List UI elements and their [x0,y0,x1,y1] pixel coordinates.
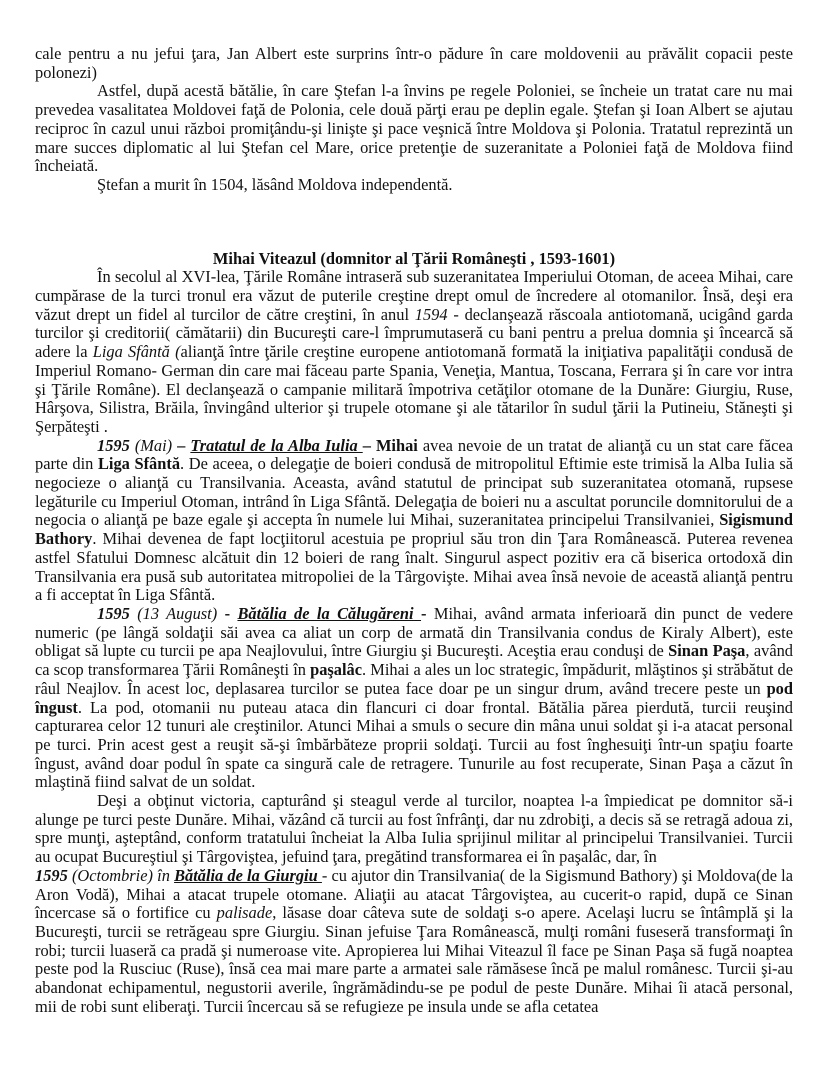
text-run: Bătălia de la Călugăreni [237,603,422,623]
text-run: - [224,603,238,623]
text-run: Sigismund Bathory [35,510,793,549]
text-run: (Octombrie) în [71,865,175,885]
paragraph [35,45,793,82]
text-run: Astfel, după acestă bătălie, în care Ştefan l-a învins pe regele Poloniei, se încheie un tratat care nu mai prevedea vasalitatea Moldovei faţă de Polonia, cele două părţi erau pe deplin egale. Ştefan şi Ioan Albert se ajutau reciproc în cazul unui război promiţându-şi linişte şi pace veşnică între Moldova şi Polonia. Tratatul reprezintă un mare succes diplomatic al lui Ştefan cel Mare, orice pretenţie de suzeranitate a Poloniei faţă de Moldova fiind încheiată. [35,81,793,176]
text-run: Liga Sfântă [97,454,181,474]
text-run: Ştefan a murit în 1504, lăsând Moldova independentă. [97,174,453,194]
paragraph [35,605,793,792]
text-run: , având ca scop transformarea Ţării Româneşti în [35,641,793,680]
text-run: Mihai [375,435,418,455]
section-heading [35,250,793,269]
paragraph [35,176,793,195]
text-run: palisade [216,903,273,923]
paragraph [35,268,793,436]
paragraph [35,82,793,176]
text-run: Deşi a obţinut victoria, capturând şi steagul verde al turcilor, noaptea l-a împiedicat pe domnitor să-i alunge pe turci peste Dunăre. Mihai, văzând că turcii au fost înfrânţi, dar nu zdrobiţi, a decis să se retragă adoua zi, spre munţi, aşteptând, conform tratatului încheiat la Alba Iulia sprijinul militar al principelui Transilvaniei. Turcii au ocupat Bucureştiul şi Târgoviştea, jefuind ţara, pregătind transformarea ei în paşalâc, dar, în [35,791,793,867]
text-run: – [362,435,376,455]
text-run: – [177,435,191,455]
text-run: (Mai) [134,435,178,455]
text-run: (13 August) [137,603,225,623]
text-run: - [421,603,434,623]
text-run: , lăsase doar câteva sute de soldaţi s-o apere. Acelaşi lucru se întâmplă şi la Bucureşti, turcii se retrăgeau spre Giurgiu. Sinan jefuise Ţara Românească, mulţi români fuseseră transformaţi în robi; turcii luaseră ca pradă şi numeroase vite. Apropierea lui Mihai Viteazul îl face pe Sinan Paşa să fugă noaptea peste pod la Rusciuc (Ruse), însă cea mai mare parte a armatei sale rămăsese încă pe malul românesc. Turcii şi-au abandonat echipamentul, negustorii averile, îngrămădindu-se pe podul de peste Dunăre. Mihai îi atacă personal, mii de robi sunt eliberaţi. Turcii încercau să se refugieze pe insula unde se afla cetatea [35,903,793,1016]
text-run: Bătălia de la Giurgiu [174,865,322,885]
text-run: Tratatul de la Alba Iulia [190,435,363,455]
paragraph [35,867,793,1017]
text-run: - declanşează răscoala antiotomană, ucigând garda turcilor şi creditorii( cămătarii) din Bucureşti care-l împrumutaseră cu bani pentru a prelua domnia şi încearcă să adere la [35,304,793,362]
text-run: cale pentru a nu jefui ţara, Jan Albert este surprins într-o pădure în care moldovenii au prăvălit copacii peste polonezi) [35,44,793,82]
text-run: alianţă între ţările creştine europene antiotomană formată la iniţiativa papalităţii condusă de Imperiul Romano- German din care mai făceau parte Spania, Veneţia, Mantua, Toscana, Ferrara şi în care vor intra şi Ţările Române). El declanşează o campanie militară împotriva cetăţilor otomane de la Dunăre: Giurgiu, Ruse, Hârşova, Silistra, Brăila, învingând ulterior şi trupele otomane şi ale tătarilor în sudul ţării la Putineiu, Stăneşti şi Şerpăteşti . [35,342,793,436]
text-run: 1595 [97,603,138,623]
document-body [35,45,793,1016]
text-run: paşalâc [310,660,363,680]
text-run: . De aceea, o delegaţie de boieri condusă de mitropolitul Eftimie este trimisă la Alba Iulia să negocieze o alianţă cu Transilvania. Aceasta, având statutul de principat sub suzeranitatea otomană, rupsese legăturile cu Imperiul Otoman, intrând în Liga Sfântă. Delegaţia de boieri nu a ascultat poruncile domnitorului de a negocia o alianţă pe baze egale şi accepta în numele lui Mihai, suzeranitatea principelui Transilvaniei, [35,454,794,530]
text-run: avea nevoie de un tratat de alianţă cu un stat care făcea parte din [35,435,793,474]
text-run: În secolul al XVI-lea, Ţările Române intraseră sub suzeranitatea Imperiului Otoman, de aceea Mihai, care cumpărase de la turci tronul era văzut de puterile creştine drept omul de încredere al otomanilor. Însă, deşi era văzut drept un fidel al turcilor de către creştini, în anul [35,267,793,324]
text-run: pod îngust [35,678,793,717]
text-run: 1595 [97,435,135,455]
text-run: . Mihai a ales un loc strategic, împădurit, mlăştinos şi străbătut de râul Neajlov. În acest loc, deplasarea turcilor se putea face doar pe un singur drum, având trecere peste un [35,660,793,698]
text-run: . Mihai devenea de fapt locţiitorul acestuia pe propriul său tron din Ţara Românească. Puterea revenea astfel Sfatului Domnesc alcătuit din 12 boieri de rang înalt. Singurul aspect pozitiv era că biserica ortodoxă din Transilvania era pusă sub autoritatea mitropoliei de la Târgovişte. Mihai avea însă nevoie de această alianţă pentru a fi acceptat în Liga Sfântă. [35,529,793,605]
text-run: Mihai, având armata inferioară din punct de vedere numeric (pe lângă soldaţii săi avea ca aliat un corp de armată din Transilvania condus de Kiraly Albert), este obligat să lupte cu turcii pe apa Neajlovului, între Giurgiu şi Bucureşti. Aceştia erau conduşi de [35,603,793,661]
text-run: - cu ajutor din Transilvania( de la Sigismund Bathory) şi Moldova(de la Aron Vodă), Mihai a atacat trupele otomane. Aliaţii au atacat Târgoviştea, au cucerit-o rapid, după ce Sinan încercase să o fortifice cu [35,865,793,923]
text-run: Mihai Viteazul (domnitor al Ţării Româneşti , 1593-1601) [212,248,616,268]
text-run: . La pod, otomanii nu puteau ataca din flancuri ci doar frontal. Bătălia părea pierdută, turcii reuşind capturarea celor 12 tunuri ale creştinilor. Atunci Mihai a smuls o secure din mâna unui soldat şi i-a atacat personal pe turci. Prin acest gest a reuşit să-şi îmbărbăteze proprii soldaţi. Turcii au fost înghesuiţi într-un spaţiu foarte îngust, având doar podul în spate ca singură cale de retragere. Tunurile au fost recuperate, Sinan Paşa a căzut în mlaştină fiind salvat de un soldat. [35,697,793,792]
section-gap [35,195,793,250]
text-run: 1595 [35,865,72,885]
paragraph [35,437,793,605]
text-run: 1594 [414,304,448,324]
paragraph [35,792,793,867]
text-run: Liga Sfântă ( [92,342,181,362]
text-run: Sinan Paşa [668,641,746,661]
